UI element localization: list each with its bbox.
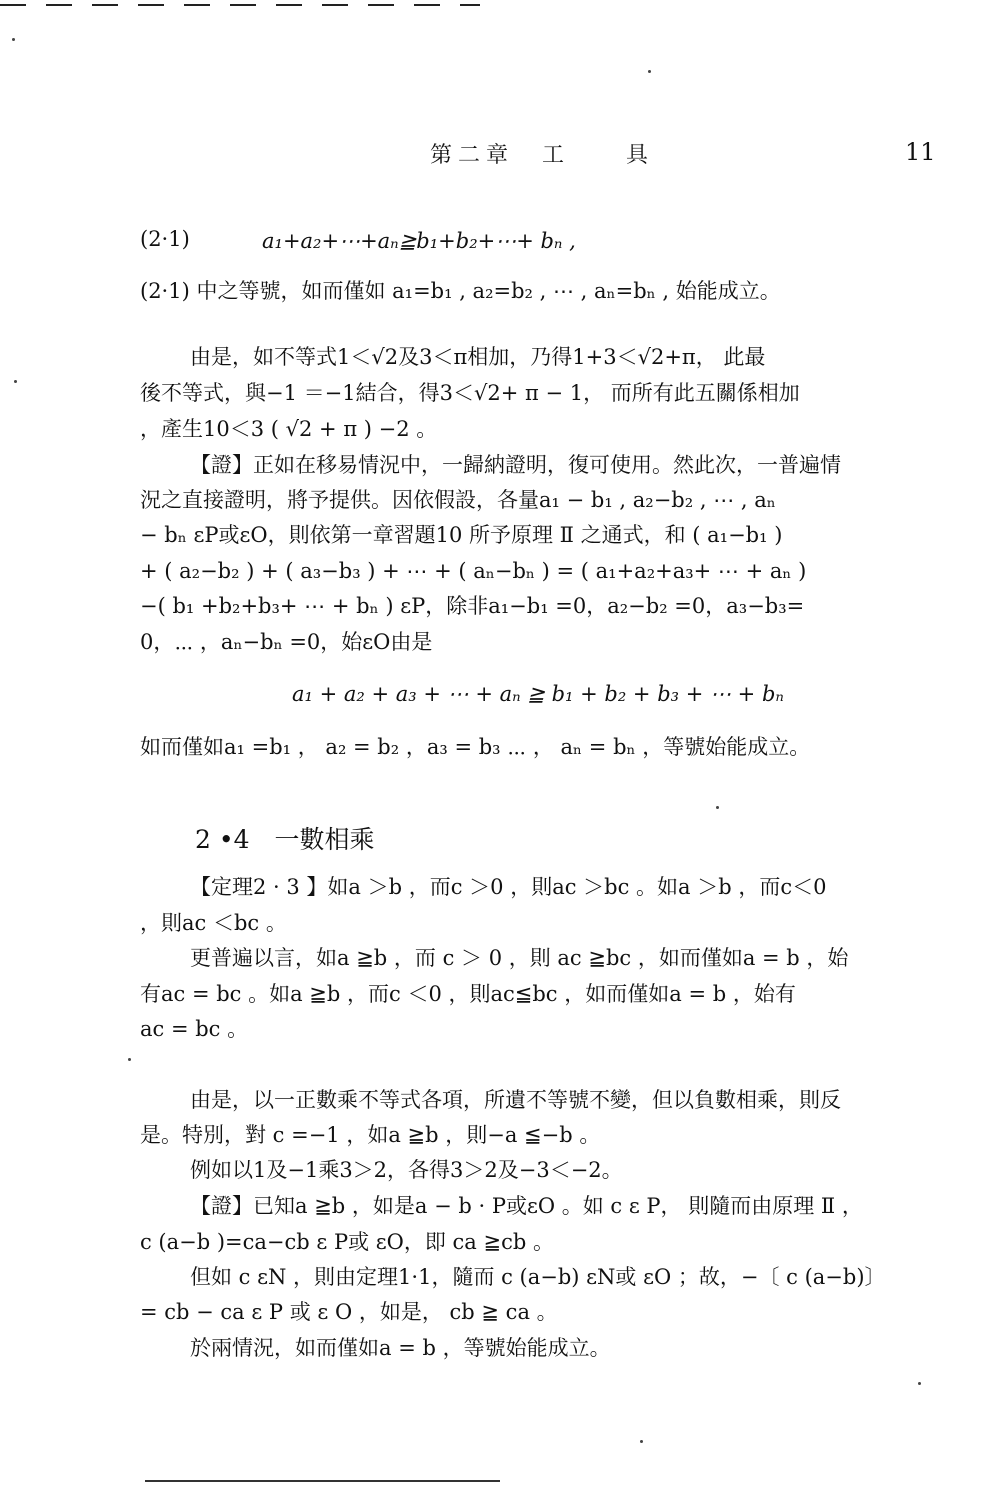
proof-line: c (a−b )=ca−cb ε P或 εO，即 ca ≧cb 。 xyxy=(140,1230,554,1254)
example-line: 例如以1及−1乘3＞2，各得3＞2及−3＜−2。 xyxy=(190,1158,623,1182)
proof-line: 【證】正如在移易情況中，一歸納證明，復可使用。然此次，一普遍情 xyxy=(190,453,841,477)
proof-line: = cb − ca ε P 或 ε O ，如是， cb ≧ ca 。 xyxy=(140,1300,558,1324)
top-dashed-rule xyxy=(0,4,480,6)
scan-speck xyxy=(14,380,17,383)
paragraph-line: ，產生10＜3 ( √2 + π ) −2 。 xyxy=(140,417,438,441)
bottom-rule xyxy=(145,1480,500,1482)
general-line: 有ac = bc 。如a ≧b ，而c ＜0 ，則ac≦bc ，如而僅如a = b ，始有 xyxy=(140,982,796,1006)
general-line: 更普遍以言，如a ≧b ，而 c ＞ 0 ，則 ac ≧bc ，如而僅如a = b ，始 xyxy=(190,946,849,970)
paragraph-line: 由是，以一正數乘不等式各項，所遺不等號不變，但以負數相乘，則反 xyxy=(190,1088,841,1112)
scan-speck xyxy=(716,806,719,809)
proof-line: 況之直接證明，將予提供。因依假設，各量a₁ − b₁ , a₂−b₂ , ⋯ , aₙ xyxy=(140,488,776,512)
proof-line: − bₙ εP或εO，則依第一章習題10 所予原理 Ⅱ 之通式，和 ( a₁−b₁ ) xyxy=(140,523,783,547)
proof-line: 但如 c εN ，則由定理1·1，隨而 c (a−b) εN或 εO ；故，−〔 c (a−b)〕 xyxy=(190,1265,886,1289)
proof-line: + ( a₂−b₂ ) + ( a₃−b₃ ) + ⋯ + ( aₙ−bₙ ) = ( a₁+a₂+a₃+ ⋯ + aₙ ) xyxy=(140,559,807,583)
scan-speck xyxy=(128,1058,131,1061)
scan-speck xyxy=(918,1382,921,1385)
theorem-line: 【定理2 · 3 】如a ＞b ，而c ＞0 ，則ac ＞bc 。如a ＞b ，而c＜0 xyxy=(190,875,827,899)
equation-2-1: a₁+a₂+⋯+aₙ≧b₁+b₂+⋯+ bₙ , xyxy=(262,229,576,253)
scan-speck xyxy=(640,1440,643,1443)
display-equation: a₁ + a₂ + a₃ + ⋯ + aₙ ≧ b₁ + b₂ + b₃ + ⋯ + bₙ xyxy=(292,682,784,706)
page-number: 11 xyxy=(905,138,936,166)
scan-speck xyxy=(648,70,651,73)
paragraph-line: 由是，如不等式1＜√2及3＜π相加，乃得1+3＜√2+π， 此最 xyxy=(190,345,766,369)
proof-line: 0，⋯ ，aₙ−bₙ =0，始εO由是 xyxy=(140,630,433,654)
scan-speck xyxy=(12,38,15,41)
proof-line: 【證】已知a ≧b ，如是a − b · P或εO 。如 c ε P， 則隨而由原理 Ⅱ ， xyxy=(190,1194,863,1218)
chapter-header: 第二章 工 具 xyxy=(430,143,655,168)
equality-condition: 如而僅如a₁ =b₁ ， a₂ = b₂ ，a₃ = b₃ ⋯ ， aₙ = bₙ ，等號始能成立。 xyxy=(140,735,811,759)
general-line: ac = bc 。 xyxy=(140,1017,249,1041)
theorem-line: ，則ac ＜bc 。 xyxy=(140,911,287,935)
paragraph-line: 是。特別，對 c =−1 ，如a ≧b ，則−a ≦−b 。 xyxy=(140,1123,601,1147)
proof-line: 於兩情況，如而僅如a = b ，等號始能成立。 xyxy=(190,1336,611,1360)
paragraph-line: 後不等式，與−1 ＝−1結合，得3＜√2+ π − 1， 而所有此五關係相加 xyxy=(140,381,800,405)
equation-label: (2·1) xyxy=(140,227,190,251)
equation-condition: (2·1) 中之等號，如而僅如 a₁=b₁ , a₂=b₂ , ⋯ , aₙ=bₙ , 始能成立。 xyxy=(140,279,781,303)
proof-line: −( b₁ +b₂+b₃+ ⋯ + bₙ ) εP，除非a₁−b₁ =0，a₂−b₂ =0，a₃−b₃= xyxy=(140,594,805,618)
section-heading: 2 •4 一數相乘 xyxy=(195,825,375,854)
